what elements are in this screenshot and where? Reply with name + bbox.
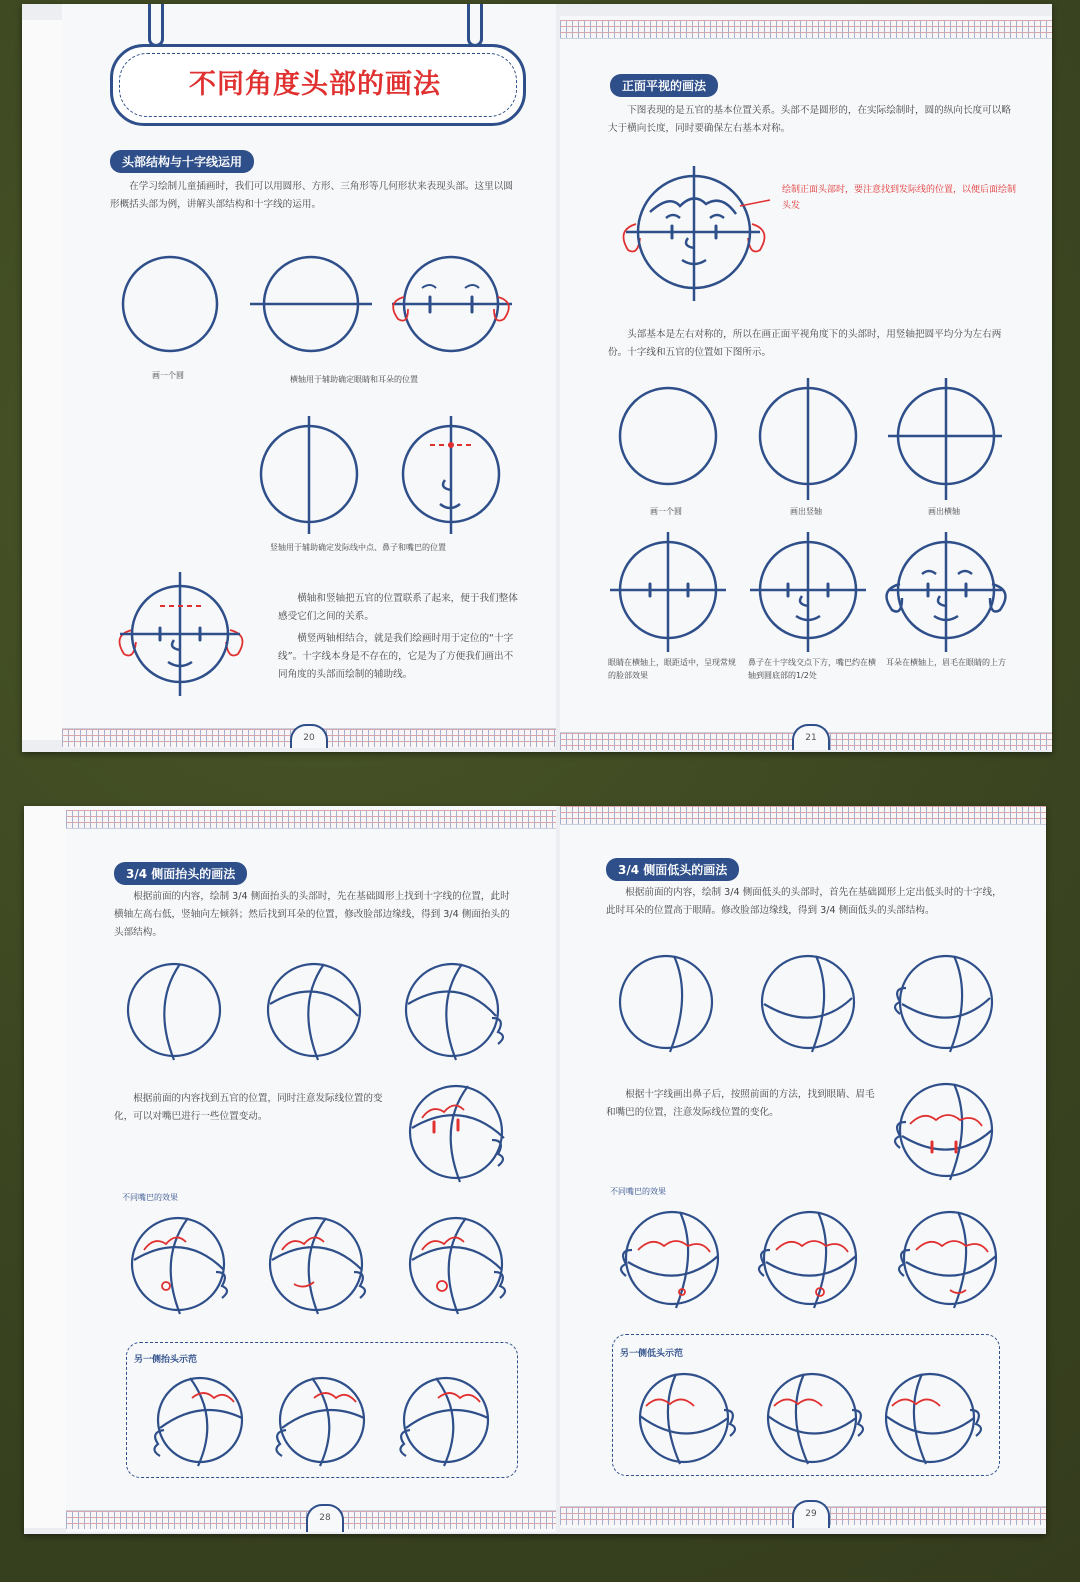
figure-vertical-axis <box>252 412 512 542</box>
caption-nose-mouth: 鼻子在十字线交点下方，嘴巴约在横轴到圆底部的1/2处 <box>748 658 876 680</box>
features-paragraph: 根据前面的内容找到五官的位置，同时注意发际线位置的变化，可以对嘴巴进行一些位置变动。 <box>114 1093 383 1122</box>
grid-border-top <box>560 20 1052 39</box>
figure-other-side-tilt-up <box>142 1368 512 1472</box>
page-number: 20 <box>290 724 328 748</box>
intro-text: 在学习绘制儿童插画时，我们可以用圆形、方形、三角形等几何形状来表现头部。这里以圆形概括头部为例，讲解头部结构和十字线的运用。 <box>110 181 513 210</box>
figure-front-features <box>610 528 1030 658</box>
other-side-demo-label: 另一侧抬头示范 <box>134 1355 198 1365</box>
page-stack-edge <box>24 806 68 1528</box>
hanging-ring-left <box>148 4 164 47</box>
figure-front-face-hairline <box>610 156 790 306</box>
caption-draw-horizontal: 画出横轴 <box>928 507 960 516</box>
figure-cross-guideline-face <box>110 570 260 700</box>
section-heading: 头部结构与十字线运用 <box>110 150 254 173</box>
caption-eyes: 眼睛在横轴上，眼距适中，呈现常规的脸部效果 <box>608 658 736 680</box>
section-heading: 正面平视的画法 <box>610 74 718 97</box>
figure-other-side-tilt-down <box>630 1366 1000 1470</box>
grid-border-top <box>66 810 556 829</box>
symmetry-paragraph: 头部基本是左右对称的，所以在画正面平视角度下的头部时，用竖轴把圆平均分为左右两份。十字线和五官的位置如下图所示。 <box>608 329 1002 358</box>
caption-draw-vertical: 画出竖轴 <box>790 507 822 516</box>
hanging-ring-right <box>467 4 483 47</box>
page-number: 29 <box>792 1500 830 1528</box>
figure-step-circles <box>112 242 532 382</box>
features-paragraph: 根据十字线画出鼻子后，按照前面的方法，找到眼睛、眉毛和嘴巴的位置，注意发际线位置的变化。 <box>606 1089 875 1118</box>
figure-tilt-up-steps <box>122 958 522 1068</box>
figure-front-steps <box>610 376 1010 506</box>
page-number: 28 <box>306 1504 344 1532</box>
intro-text: 根据前面的内容，绘制 3/4 侧面低头的头部时，首先在基础圆形上定出低头时的十字线，此时耳朵的位置高于眼睛。修改脸部边缘线，得到 3/4 侧面低头的头部结构。 <box>606 887 1002 916</box>
cross-line-paragraph-1: 横轴和竖轴把五官的位置联系了起来，便于我们整体感受它们之间的关系。 <box>278 593 518 622</box>
section-heading: 3/4 侧面低头的画法 <box>606 858 739 881</box>
grid-border-top <box>560 806 1046 825</box>
page-stack-edge <box>22 20 62 740</box>
page-number: 21 <box>792 724 830 750</box>
page-21 <box>560 16 1052 750</box>
figure-tilt-up-variations <box>122 1210 522 1320</box>
label-mouth-variations: 不同嘴巴的效果 <box>610 1187 666 1196</box>
figure-tilt-up-face <box>402 1078 512 1188</box>
caption-circle: 画一个圆 <box>152 371 184 380</box>
page-title: 不同角度头部的画法 <box>189 69 441 100</box>
page-20 <box>62 4 556 748</box>
intro-text: 下图表现的是五官的基本位置关系。头部不是圆形的，在实际绘制时，圆的纵向长度可以略大于横向长度，同时要确保左右基本对称。 <box>608 105 1011 134</box>
label-mouth-variations: 不同嘴巴的效果 <box>122 1193 178 1202</box>
caption-ears-brows: 耳朵在横轴上，眉毛在眼睛的上方 <box>886 658 1006 667</box>
figure-tilt-down-steps <box>616 948 1016 1058</box>
section-heading: 3/4 侧面抬头的画法 <box>114 862 247 885</box>
page-29 <box>560 806 1046 1528</box>
caption-horizontal-axis: 横轴用于辅助确定眼睛和耳朵的位置 <box>290 375 418 384</box>
other-side-demo-label: 另一侧低头示范 <box>620 1349 684 1359</box>
page-28 <box>66 806 556 1532</box>
figure-tilt-down-variations <box>616 1204 1016 1314</box>
intro-text: 根据前面的内容，绘制 3/4 侧面抬头的头部时，先在基础圆形上找到十字线的位置，此时横轴左高右低，竖轴向左倾斜；然后找到耳朵的位置，修改脸部边缘线，得到 3/4 侧面抬头的头部结构。 <box>114 891 510 938</box>
hairline-note: 绘制正面头部时，要注意找到发际线的位置，以便后面绘制头发 <box>782 185 1017 211</box>
caption-draw-circle: 画一个圆 <box>650 507 682 516</box>
figure-tilt-down-face <box>890 1078 1000 1188</box>
cross-line-paragraph-2: 横竖两轴相结合，就是我们绘画时用于定位的“十字线”。十字线本身是不存在的，它是为了方便我们画出不同角度的头部而绘制的辅助线。 <box>278 633 514 680</box>
caption-vertical-axis: 竖轴用于辅助确定发际线中点、鼻子和嘴巴的位置 <box>270 543 446 552</box>
